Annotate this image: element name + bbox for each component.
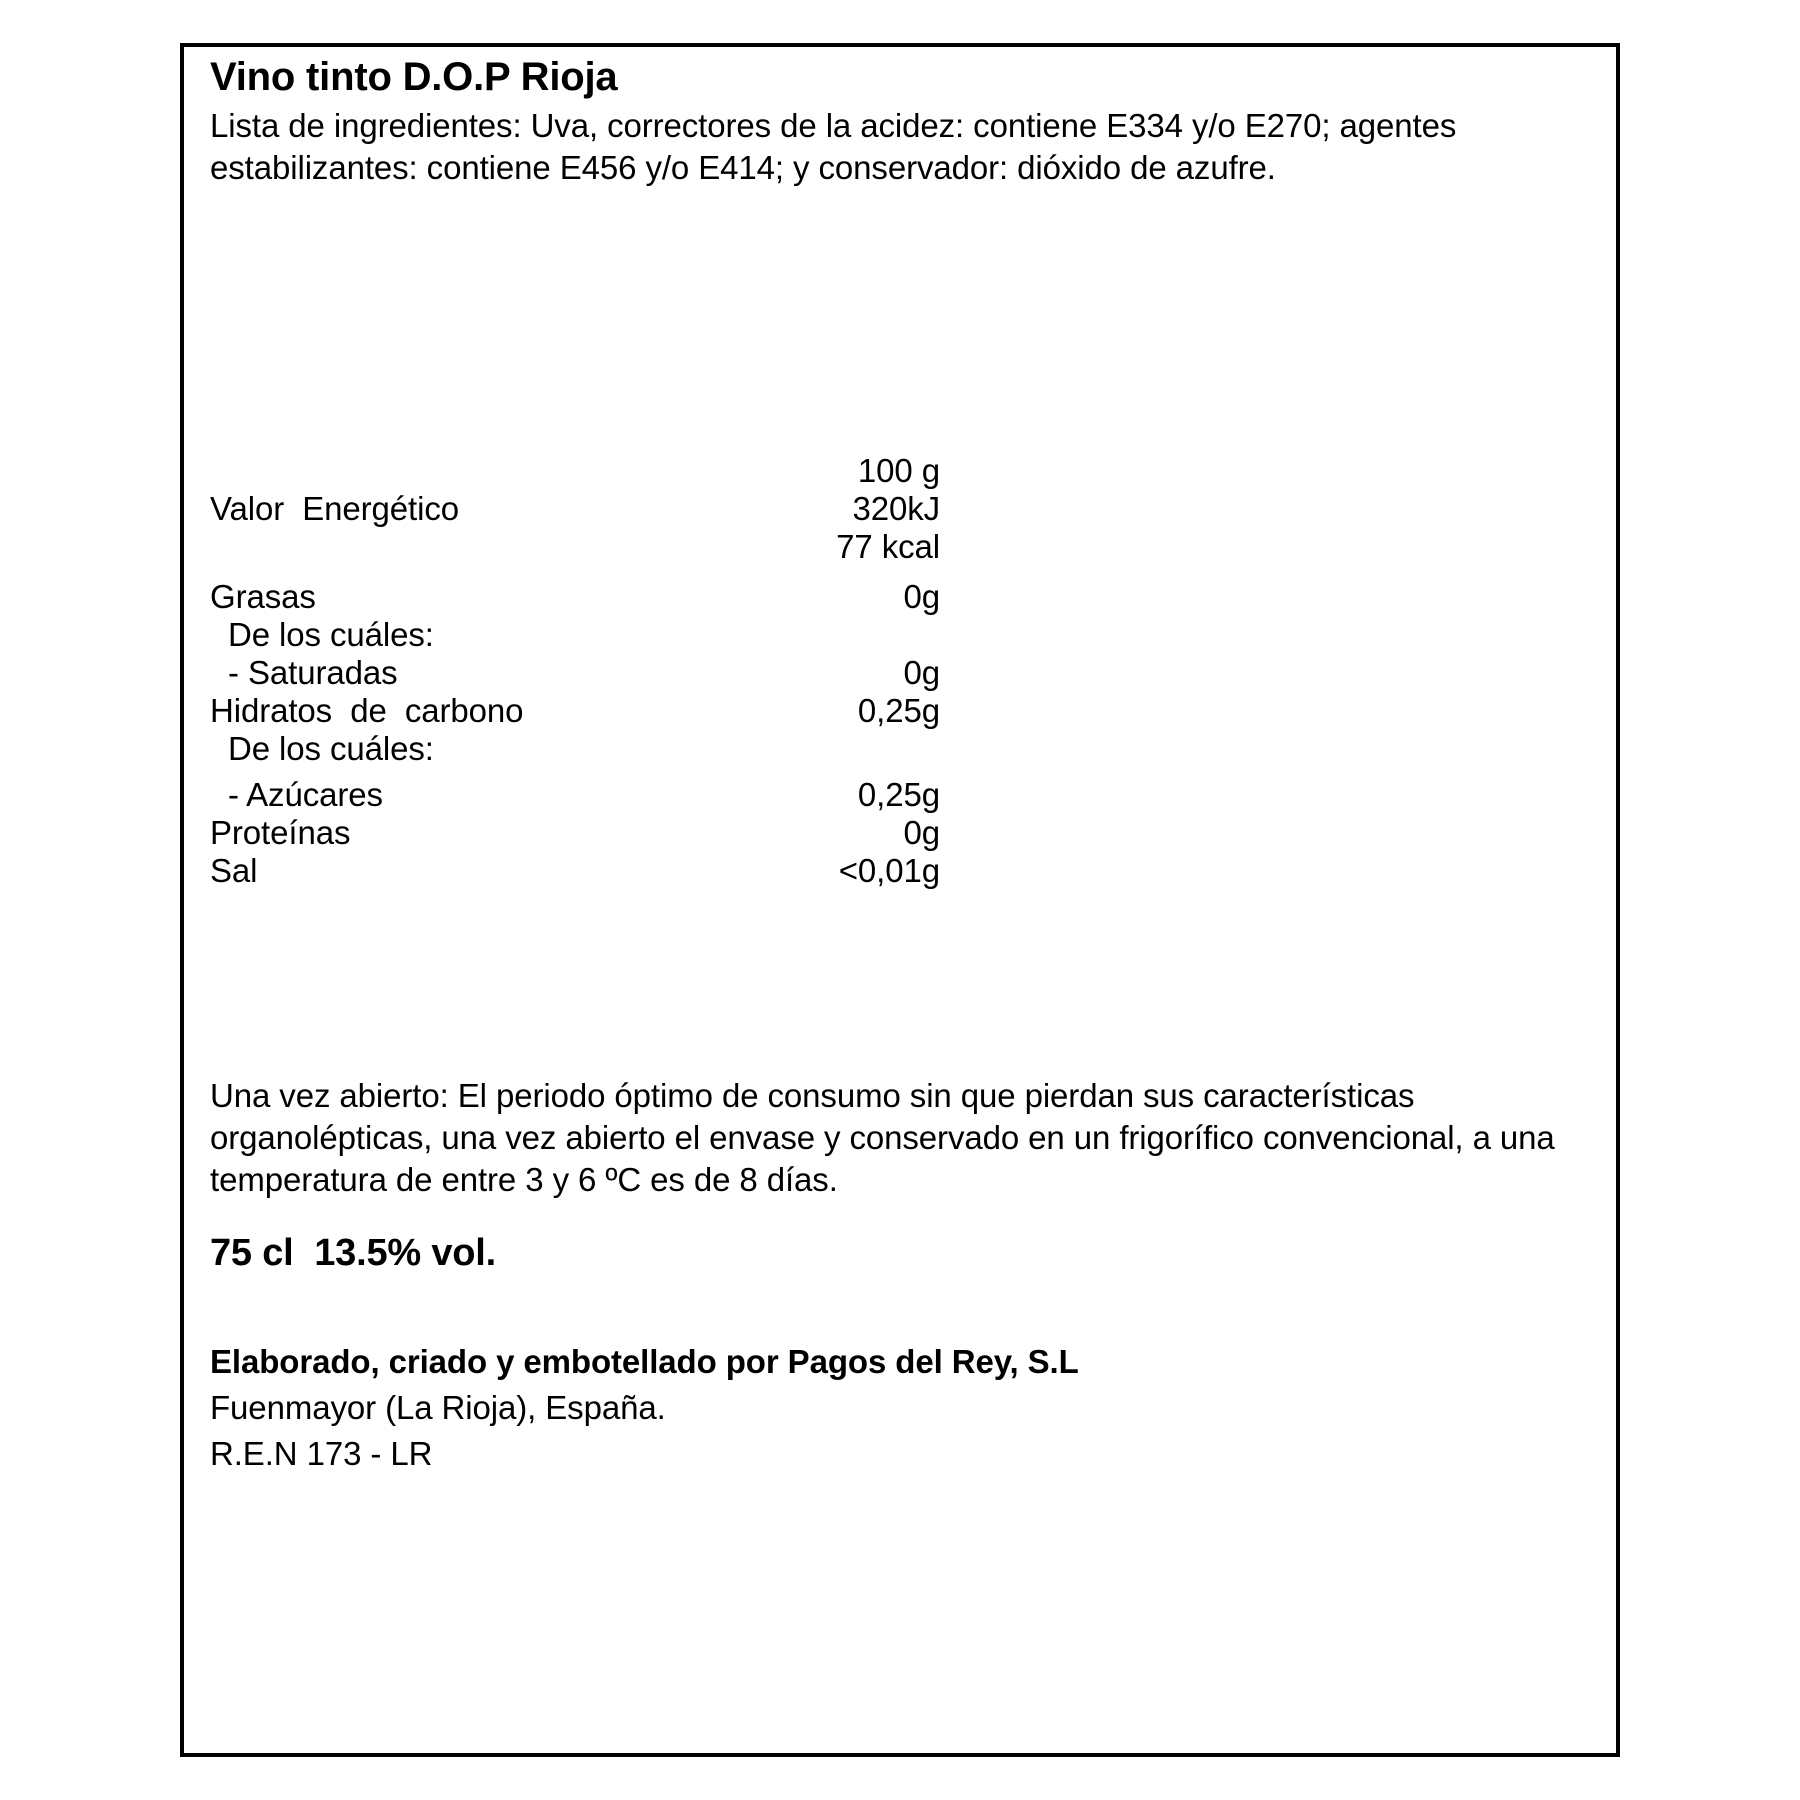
nutrition-table	[210, 452, 1550, 890]
table-row	[210, 490, 1550, 528]
table-row	[210, 852, 1550, 890]
nutrient-value-fat: 0g	[903, 578, 940, 615]
row-spacer	[210, 566, 1550, 578]
nutrient-value-sugars: 0,25g	[857, 776, 940, 813]
producer-registration-number: R.E.N 173 - LR	[210, 1435, 433, 1472]
nutrient-name-fat: Grasas	[210, 578, 316, 615]
nutrient-value-protein: 0g	[903, 814, 940, 851]
table-row	[210, 776, 1550, 814]
table-row	[210, 616, 1550, 654]
nutrient-name-protein: Proteínas	[210, 814, 351, 851]
table-row	[210, 654, 1550, 692]
nutrient-name-energy: Valor Energético	[210, 490, 459, 527]
producer-address: Fuenmayor (La Rioja), España.	[210, 1389, 666, 1426]
row-spacer	[210, 768, 1550, 776]
nutrient-name-carb-ofwhich: De los cuáles:	[228, 730, 434, 767]
nutrient-value-energy-kj: 320kJ	[852, 490, 940, 527]
producer-block	[210, 1339, 1590, 1477]
nutrition-header-row	[210, 452, 1550, 490]
nutrient-name-salt: Sal	[210, 852, 258, 889]
nutrient-value-salt: <0,01g	[838, 852, 940, 889]
table-row	[210, 730, 1550, 768]
table-row	[210, 692, 1550, 730]
page-title: Vino tinto D.O.P Rioja	[210, 55, 618, 99]
label-content	[184, 47, 1616, 1753]
table-row	[210, 578, 1550, 616]
nutrient-name-saturates: - Saturadas	[228, 654, 398, 691]
nutrition-label-box	[180, 43, 1620, 1757]
nutrient-name-fat-ofwhich: De los cuáles:	[228, 616, 434, 653]
producer-company: Elaborado, criado y embotellado por Pagos del Rey, S.L	[210, 1343, 1079, 1380]
nutrient-value-carbohydrate: 0,25g	[857, 692, 940, 729]
nutrient-name-carbohydrate: Hidratos de carbono	[210, 692, 524, 729]
nutrient-value-saturates: 0g	[903, 654, 940, 691]
ingredients-paragraph: Lista de ingredientes: Uva, correctores de la acidez: contiene E334 y/o E270; agentes estabilizantes: contiene E456 y/o E414; y conservador: dióxido de azufre.	[210, 107, 1457, 186]
nutrient-name-sugars: - Azúcares	[228, 776, 383, 813]
table-row	[210, 814, 1550, 852]
nutrient-value-energy-kcal: 77 kcal	[836, 528, 940, 565]
storage-instructions: Una vez abierto: El periodo óptimo de consumo sin que pierdan sus características organolépticas, una vez abierto el envase y conservado en un frigorífico convencional, a una temperatura de entre 3 y 6 ºC es de 8 días.	[210, 1077, 1555, 1198]
nutrition-column-header: 100 g	[857, 452, 940, 489]
table-row	[210, 528, 1550, 566]
volume-and-abv: 75 cl 13.5% vol.	[210, 1232, 496, 1274]
